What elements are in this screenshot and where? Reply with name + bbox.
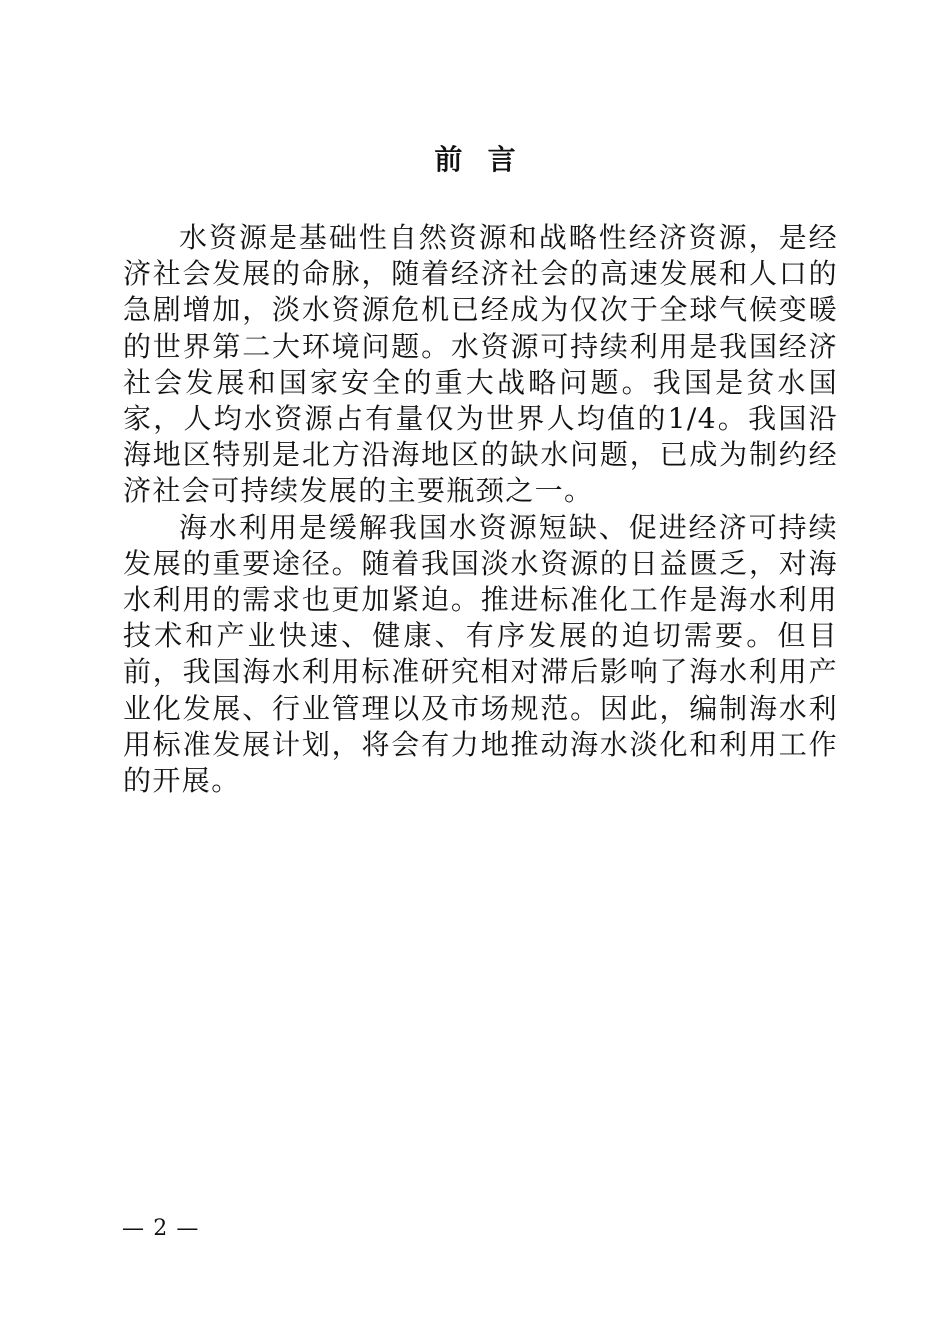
paragraph-2: 海水利用是缓解我国水资源短缺、促进经济可持续发展的重要途径。随着我国淡水资源的日益匮乏，对海水利用的需求也更加紧迫。推进标准化工作是海水利用技术和产业快速、健康、有序发展的迫切需要。但目前，我国海水利用标准研究相对滞后影响了海水利用产业化发展、行业管理以及市场规范。因此，编制海水利用标准发展计划，将会有力地推动海水淡化和利用工作的开展。	[123, 510, 838, 798]
body-text	[123, 220, 838, 799]
page-number: — 2 —	[122, 1216, 200, 1241]
page-title: 前言	[434, 143, 541, 176]
paragraph-1: 水资源是基础性自然资源和战略性经济资源，是经济社会发展的命脉，随着经济社会的高速发展和人口的急剧增加，淡水资源危机已经成为仅次于全球气候变暖的世界第二大环境问题。水资源可持续利用是我国经济社会发展和国家安全的重大战略问题。我国是贫水国家，人均水资源占有量仅为世界人均值的1/4。我国沿海地区特别是北方沿海地区的缺水问题，已成为制约经济社会可持续发展的主要瓶颈之一。	[123, 221, 838, 508]
